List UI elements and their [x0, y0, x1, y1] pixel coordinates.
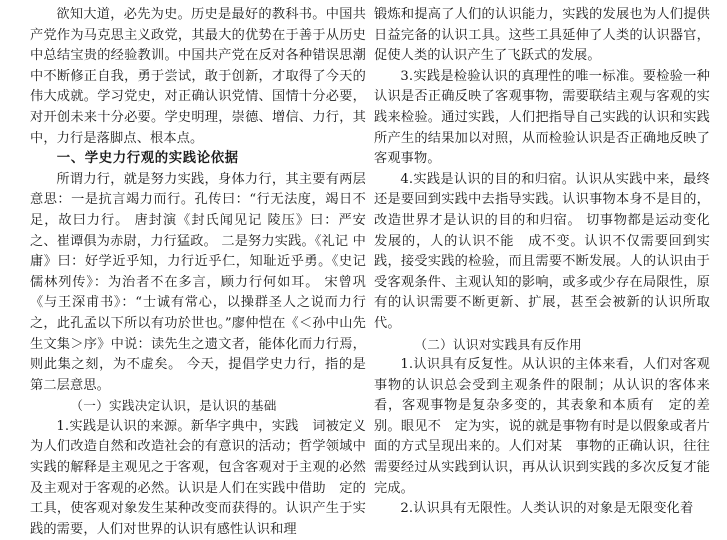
lixing-definition-paragraph: 所谓力行，就是努力实践，身体力行，其主要有两层意思：一是抗言竭力而行。孔传曰：“行无法度，竭日不足，故曰力行。 唐封演《封氏闻见记 陵压》曰：严安之、崔谭俱为赤尉，力行猛政。 二是努力实践。《礼记 中庸》曰：好学近乎知，力行近乎仁，知耻近乎勇。《史记 儒林列传》：为治者不在多言，顾力行何如耳。 宋曾巩《与王深甫书》：“士诚有常心，以操群圣人之说而力行之，此孔孟以下所以有功於世也。”廖仲恺在《＜孙中山先生文集＞序》中说：读先生之遗文者，能体化而力行焉，则此集之刻，为不虚矣。 今天，提倡学史力行，指的是第二层意思。: [30, 171, 366, 393]
subheading-practice-determines-knowledge: （一）实践决定认识，是认识的基础: [70, 398, 277, 414]
section-heading-practice-basis: 一、学史力行观的实践论依据: [56, 151, 239, 167]
reaction-point-2-paragraph: 2.认识具有无限性。人类认识的对象是无限变化着: [400, 501, 694, 517]
subheading-knowledge-reacts-on-practice: （二）认识对实践具有反作用: [414, 336, 582, 352]
reaction-point-1-paragraph: 1.认识具有反复性。从认识的主体来看，人们对客观事物的认识总会受到主观条件的限制；从认识的客体来看，客观事物是复杂多变的，其表象和本质有 定的差别。眼见不 定为实，说的就是事物有时是以假象或者片面的方式呈现出来的。人们对某 事物的正确认识，往往需要经过从实践到认识，再从认识到实践的多次反复才能完成。: [374, 357, 710, 496]
left-column: [30, 5, 366, 540]
point-1-paragraph: 1.实践是认识的来源。新华字典中，实践 词被定义为人们改造自然和改造社会的有意识的活动；哲学领域中实践的解释是主观见之于客观，包含客观对于主观的必然及主观对于客观的必然。认识是人们在实践中借助 定的工具，使客观对象发生某种改变而获得的。认识产生于实践的需要，人们对世界的认识有感性认识和理: [30, 418, 366, 537]
intro-paragraph: 欲知大道，必先为史。历史是最好的教科书。中国共产党作为马克思主义政党，其最大的优势在于善于从历史中总结宝贵的经验教训。中国共产党在反对各种错误思潮中不断修正自我，勇于尝试，敢于创新，才取得了今天的伟大成就。学习党史，对正确认识党情、国情十分必要，对开创未来十分必要。学史明理，崇德、增信、力行，其中，力行是落脚点、根本点。: [30, 7, 366, 146]
point-4-paragraph: 4.实践是认识的目的和归宿。认识从实践中来，最终还是要回到实践中去指导实践。认识事物本身不是目的，改造世界才是认识的目的和归宿。 切事物都是运动变化发展的，人的认识不能 成不变。认识不仅需要回到实践，接受实践的检验，而且需要不断发展。人的认识由于受客观条件、主观认知的影响，或多或少存在局限性，原有的认识需要不断更新、扩展，甚至会被新的认识所取代。: [374, 171, 710, 331]
continued-paragraph: 锻炼和提高了人们的认识能力，实践的发展也为人们提供日益完备的认识工具。这些工具延伸了人类的认识器官，促使人类的认识产生了飞跃式的发展。: [374, 7, 710, 64]
right-column: [374, 5, 710, 520]
point-3-paragraph: 3.实践是检验认识的真理性的唯一标准。要检验一种认识是否正确反映了客观事物，需要联结主观与客观的实践来检验。通过实践，人们把指导自己实践的认识和实践所产生的结果加以对照，从而检验认识是否正确地反映了客观事物。: [374, 68, 710, 167]
